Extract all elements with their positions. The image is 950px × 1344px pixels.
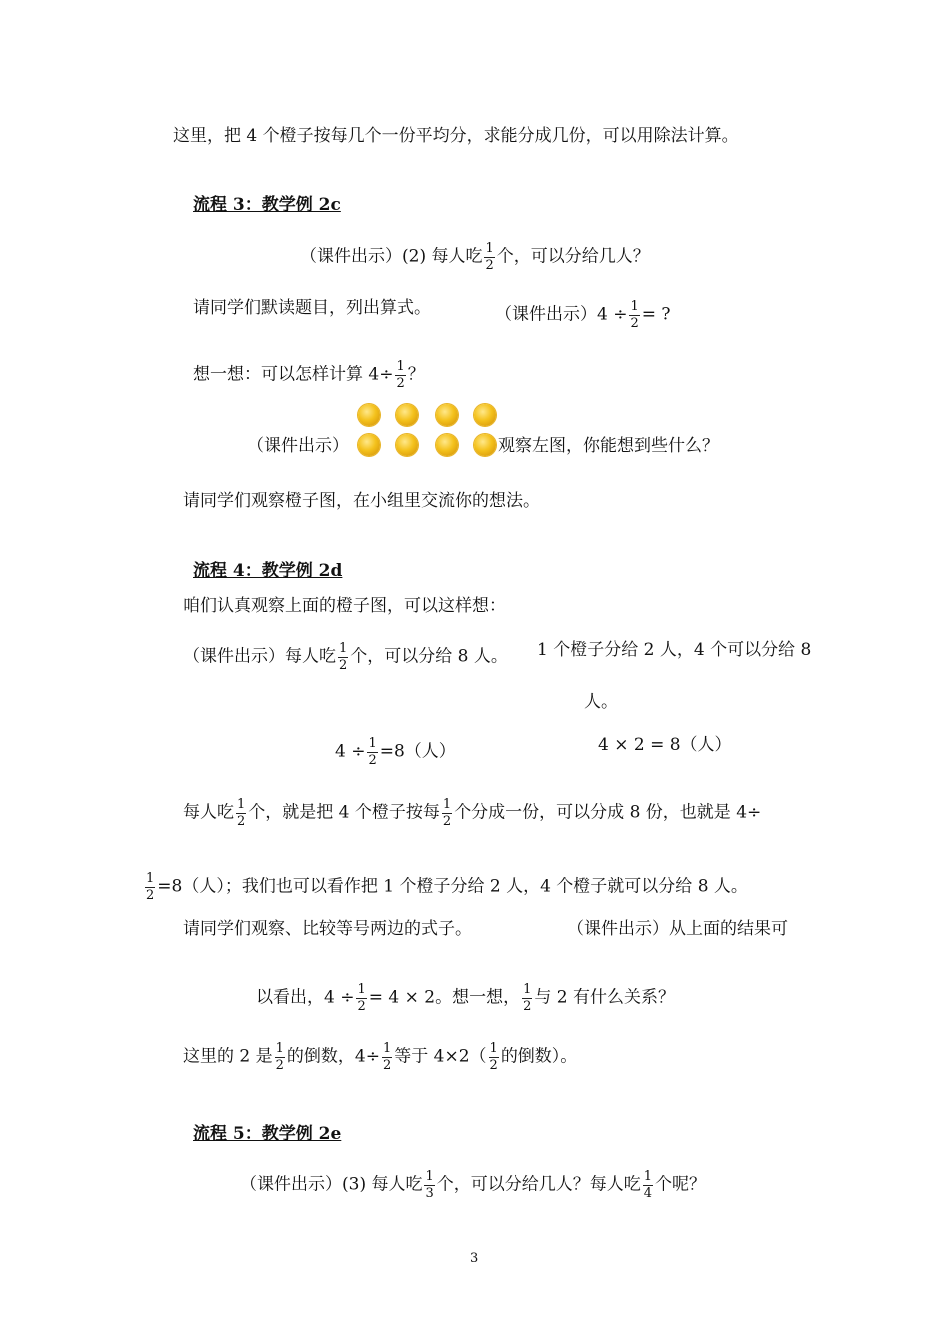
text-span: 的倒数）。 <box>500 1046 578 1067</box>
orange-icon <box>474 404 496 426</box>
fraction: $\frac{1}{3}$ <box>425 1169 434 1201</box>
orange-icon <box>474 434 496 456</box>
text-line <box>240 1170 706 1200</box>
text-span: 个分成一份，可以分成 8 份，也就是 4÷ <box>454 802 762 823</box>
text-span: （课件出示）4 ÷ <box>495 304 628 325</box>
orange-icon <box>358 404 380 426</box>
fraction: $\frac{1}{2}$ <box>368 736 377 768</box>
text-line <box>183 1042 577 1072</box>
orange-icon <box>396 434 418 456</box>
text-span: 个，就是把 4 个橙子按每 <box>248 802 440 823</box>
fraction: $\frac{1}{2}$ <box>146 871 155 903</box>
section-heading-5: 流程 5：教学例 2e <box>193 1124 342 1144</box>
text-span: 个，可以分给几人？每人吃 <box>436 1174 641 1195</box>
text-span: =8（人）；我们也可以看作把 1 个橙子分给 2 人，4 个橙子就可以分给 8 人。 <box>157 876 748 897</box>
text-span: 这里的 2 是 <box>183 1046 273 1067</box>
text-span: 的倒数，4÷ <box>286 1046 380 1067</box>
text-span: 每人吃 <box>183 802 234 823</box>
fraction: $\frac{1}{2}$ <box>382 1041 392 1073</box>
text-span: （课件出示）每人吃 <box>183 646 336 667</box>
text-line: 这里，把 4 个橙子按每几个一份平均分，求能分成几份，可以用除法计算。 <box>173 126 739 146</box>
text-line: （课件出示）从上面的结果可 <box>567 919 788 939</box>
text-line <box>335 737 456 767</box>
text-line <box>183 798 761 828</box>
text-span: 以看出，4 ÷ <box>256 987 355 1008</box>
text-line: 请同学们观察、比较等号两边的式子。 <box>183 919 472 939</box>
text-span: 与 2 有什么关系？ <box>534 987 675 1008</box>
section-heading-3: 流程 3：教学例 2c <box>193 195 341 215</box>
text-span: （课件出示）(2) 每人吃 <box>300 246 483 267</box>
text-line: 4 × 2 = 8（人） <box>598 735 732 755</box>
text-line: 1 个橙子分给 2 人，4 个可以分给 8 <box>537 640 812 660</box>
text-line: （课件出示） <box>247 436 349 456</box>
fraction: $\frac{1}{2}$ <box>237 797 246 829</box>
text-line: 请同学们观察橙子图，在小组里交流你的想法。 <box>183 491 540 511</box>
text-line <box>183 642 508 672</box>
text-span: =8（人） <box>379 741 456 762</box>
fraction: $\frac{1}{2}$ <box>339 641 348 673</box>
orange-icon <box>396 404 418 426</box>
text-span: ？ <box>407 364 425 385</box>
text-span: 想一想：可以怎样计算 4÷ <box>193 364 394 385</box>
fraction: $\frac{1}{2}$ <box>396 359 405 391</box>
text-line: 观察左图，你能想到些什么？ <box>498 436 719 456</box>
text-span: 个呢？ <box>655 1174 707 1195</box>
page-number: 3 <box>470 1251 479 1266</box>
fraction: $\frac{1}{2}$ <box>442 797 452 829</box>
text-span: 4 ÷ <box>335 741 366 762</box>
orange-icon <box>358 434 380 456</box>
fraction: $\frac{1}{2}$ <box>489 1041 498 1073</box>
text-span: = ? <box>641 304 671 325</box>
text-span: 等于 4×2（ <box>394 1046 487 1067</box>
text-span: （课件出示）(3) 每人吃 <box>240 1174 423 1195</box>
text-line <box>256 983 675 1013</box>
text-line: 人。 <box>584 692 618 712</box>
fraction: $\frac{1}{4}$ <box>643 1169 653 1201</box>
orange-icon <box>436 434 458 456</box>
fraction: $\frac{1}{2}$ <box>630 299 639 331</box>
section-heading-4: 流程 4：教学例 2d <box>193 561 343 581</box>
text-span: 个，可以分给几人？ <box>496 246 650 267</box>
text-line <box>143 872 748 902</box>
fraction: $\frac{1}{2}$ <box>485 241 494 273</box>
text-line <box>300 242 650 272</box>
fraction: $\frac{1}{2}$ <box>275 1041 284 1073</box>
text-span: 个，可以分给 8 人。 <box>350 646 508 667</box>
text-line <box>495 300 671 330</box>
orange-icon <box>436 404 458 426</box>
fraction: $\frac{1}{2}$ <box>357 982 366 1014</box>
text-span: 请同学们默读题目，列出算式。 <box>193 298 431 318</box>
text-span: = 4 × 2。想一想， <box>368 987 521 1008</box>
text-line <box>193 300 431 317</box>
text-line <box>193 360 425 390</box>
text-line: 咱们认真观察上面的橙子图，可以这样想： <box>183 596 506 616</box>
fraction: $\frac{1}{2}$ <box>523 982 532 1014</box>
